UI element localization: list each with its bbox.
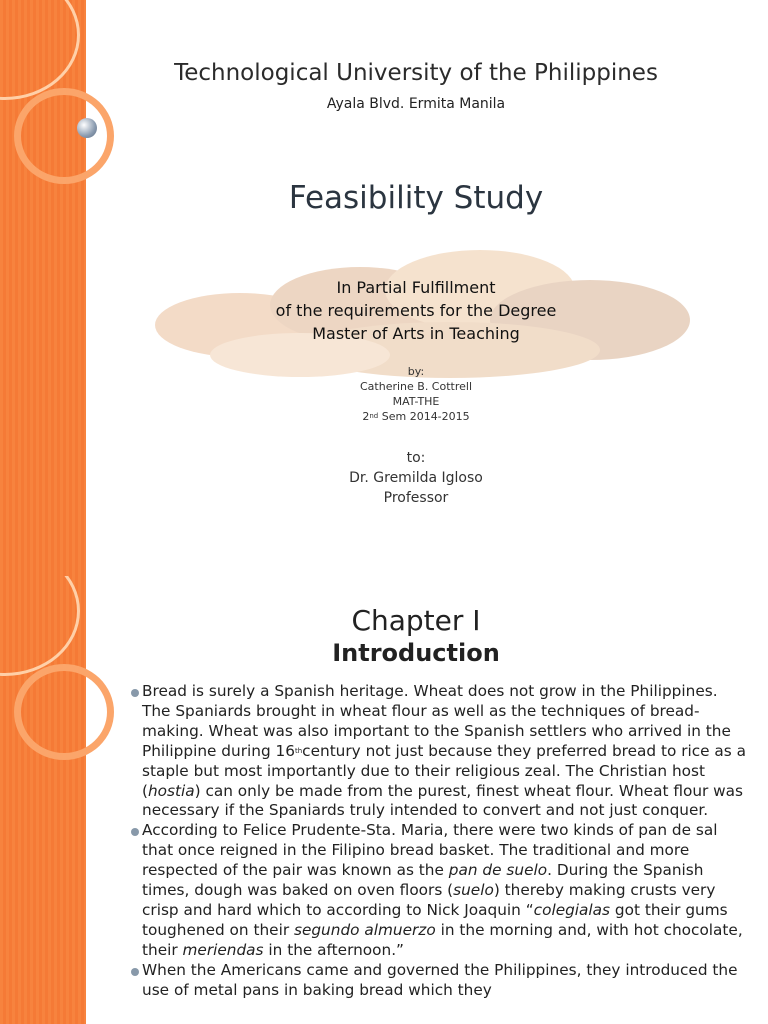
semester: 2nd Sem 2014-2015: [362, 410, 470, 423]
bullet-item: According to Felice Prudente-Sta. Maria, there were two kinds of pan de sal that once reigned in the Filipino bread basket. The traditional and more respected of the pair was known as the pan de suelo. During the Spanish times, dough was baked on oven floors (suelo) thereby making crusts very crisp and hard which to according to Nick Joaquin “colegialas got their gums toughened on their segundo almuerzo in the morning and, with hot chocolate, their meriendas in the afternoon.”: [128, 821, 748, 960]
program-name: MAT-THE: [392, 395, 440, 408]
section-heading: Introduction: [332, 639, 500, 667]
intro-bullet-list: [128, 682, 748, 1001]
orange-side-bar: [0, 576, 86, 1024]
author-name: Catherine B. Cottrell: [359, 380, 473, 393]
university-address: Ayala Blvd. Ermita Manila: [326, 96, 506, 112]
professor-name: Dr. Gremilda Igloso: [349, 470, 483, 486]
bullet-item: When the Americans came and governed the Philippines, they introduced the use of metal pans in baking bread which they: [128, 961, 748, 1001]
decorative-ring: [14, 664, 114, 760]
bullet-item: Bread is surely a Spanish heritage. Wheat does not grow in the Philippines. The Spaniards brought in wheat flour as well as the techniques of bread-making. Wheat was also important to the Spanish settlers who arrived in the Philippine during 16thcentury not just because they preferred bread to rice as a staple but most importantly due to their religious zeal. The Christian host (hostia) can only be made from the purest, finest wheat flour. Wheat flour was necessary if the Spaniards truly intended to convert and not just conquer.: [128, 682, 748, 821]
recipient-block: [86, 448, 746, 508]
fulfillment-line: of the requirements for the Degree: [275, 301, 557, 320]
chapter-title: Chapter I: [351, 604, 481, 637]
document-title: Feasibility Study: [288, 180, 544, 216]
decorative-ring: [0, 576, 80, 676]
university-name: Technological University of the Philippines: [174, 60, 658, 86]
decorative-ring: [0, 0, 80, 100]
orange-side-bar: [0, 0, 86, 576]
byline: [86, 364, 746, 424]
fulfillment-line: In Partial Fulfillment: [336, 278, 496, 297]
fulfillment-statement: [86, 276, 746, 345]
by-label: by:: [407, 365, 425, 378]
professor-title: Professor: [383, 490, 449, 506]
sphere-bullet-icon: [77, 118, 97, 138]
fulfillment-line: Master of Arts in Teaching: [312, 324, 520, 343]
to-label: to:: [406, 450, 426, 466]
